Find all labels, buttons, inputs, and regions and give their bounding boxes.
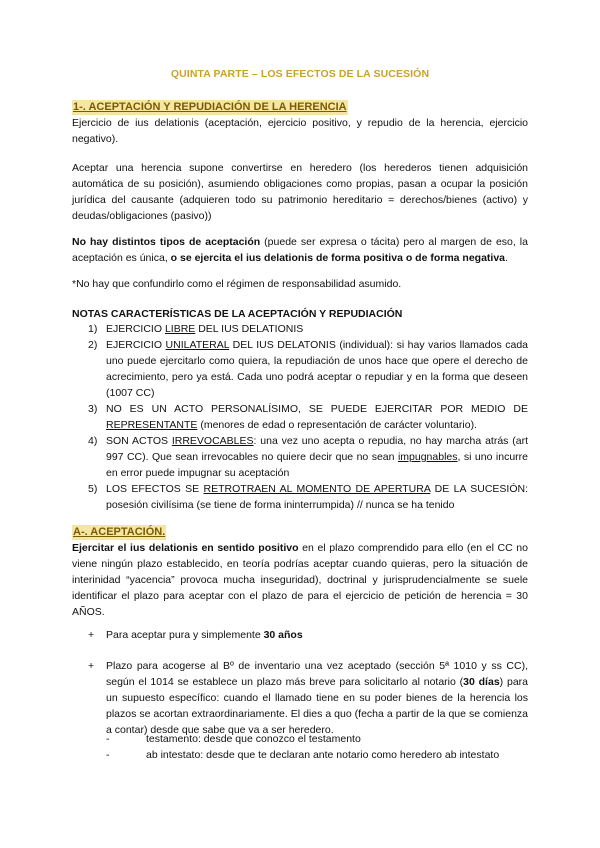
nota-item-1	[72, 321, 528, 337]
paragraph-no-confundir: *No hay que confundirlo como el régimen de responsabilidad asumido.	[72, 278, 402, 290]
nota-underlined: impugnables	[397, 451, 458, 463]
section-heading-aceptacion-repudiacion: 1-. ACEPTACIÓN Y REPUDIACIÓN DE LA HERENCIA	[73, 101, 347, 113]
nota-underlined: IRREVOCABLES	[171, 435, 254, 447]
dash-bullet-icon: -	[106, 749, 110, 761]
nota-text: DEL IUS DELATIONIS	[195, 323, 304, 335]
nota-text: EJERCICIO	[106, 339, 166, 351]
nota-underlined: REPRESENTANTE	[106, 419, 198, 431]
nota-underlined: LIBRE	[164, 323, 196, 335]
nota-underlined: UNILATERAL	[165, 339, 230, 351]
plus-bullet-icon: +	[88, 629, 95, 641]
paragraph-aceptar-herencia: Aceptar una herencia supone convertirse en heredero (los herederos tienen adquisición automática de su posición), asumiendo obligaciones como propias, pasan a ocupar la posición jurídica del causante (adquieren todo su patrimonio hereditario = derechos/bienes (activo) y deudas/obligaciones (pasivo))	[72, 162, 528, 222]
nota-number: 4)	[88, 435, 98, 447]
nota-text: LOS EFECTOS SE	[106, 483, 204, 495]
dash-bullet-icon: -	[106, 733, 110, 745]
paragraph-tipos-aceptacion	[72, 234, 528, 266]
text-expresa-tacita: (puede ser expresa o tácita) pero al margen de eso, la aceptación es única,	[72, 236, 528, 264]
sub-text: testamento: desde que conozco el testamento	[146, 733, 361, 745]
bullet-text	[106, 627, 528, 643]
bold-forma-positiva-negativa: o se ejercita el ius delationis de forma positiva o de forma negativa	[170, 252, 506, 264]
bullet-plain: Plazo para acogerse al Bº de inventario una vez aceptado (sección 5ª 1010 y ss CC), según el 1014 se establece un plazo más breve para solicitarlo al notario (	[106, 660, 528, 688]
plus-bullet-icon: +	[88, 660, 95, 672]
nota-number: 2)	[88, 339, 98, 351]
bullet-pura-simple	[72, 627, 528, 643]
nota-text: : una vez uno acepta o repudia, no hay marcha atrás (art 997 CC). Que sean irrevocables no quiere decir que no sean	[106, 435, 528, 463]
bullet-bold: 30 años	[263, 629, 303, 641]
nota-text: DE LA SUCESIÓN: posesión civilísima (se tiene de forma ininterrumpida) // nunca se ha tenido	[106, 483, 528, 511]
nota-item-2	[72, 337, 528, 401]
nota-item-3	[72, 401, 528, 433]
sub-list	[106, 731, 526, 763]
nota-text: EJERCICIO	[106, 323, 165, 335]
nota-number: 1)	[88, 323, 98, 335]
bold-no-tipos: No hay distintos tipos de aceptación	[72, 236, 261, 248]
paragraph-ius-delationis: Ejercicio de ius delationis (aceptación, ejercicio positivo, y repudio de la herencia, ejercicio negativo).	[72, 117, 528, 145]
text-period: .	[505, 252, 508, 264]
bullet-text	[106, 658, 528, 738]
nota-text: , si uno incurre en error puede impugnar su aceptación	[106, 451, 528, 479]
section-heading-aceptacion: A-. ACEPTACIÓN.	[73, 526, 166, 538]
sub-item-ab-intestato	[106, 747, 526, 763]
sub-text: ab intestato: desde que te declaran ante notario como heredero ab intestato	[146, 749, 500, 761]
nota-item-5	[72, 481, 528, 513]
bold-sentido-positivo: Ejercitar el ius delationis en sentido positivo	[72, 542, 299, 554]
nota-number: 5)	[88, 483, 98, 495]
nota-text: DEL IUS DELATONIS (individual): si hay varios llamados cada uno puede ejercitarlo como quiera, la repudiación de unos hace que opere el derecho de acrecimiento, pero ya está. Cada uno podrá aceptar o repudiar y en la forma que deseen (1007 CC)	[106, 339, 528, 399]
nota-underlined: RETROTRAEN AL MOMENTO DE APERTURA	[203, 483, 431, 495]
bullet-beneficio-inventario	[72, 658, 528, 738]
paragraph-ejercitar-positivo	[72, 540, 528, 620]
notas-heading: NOTAS CARACTERÍSTICAS DE LA ACEPTACIÓN Y REPUDIACIÓN	[72, 308, 403, 320]
bullet-plain: ) para un supuesto específico: cuando el llamado tiene en su poder bienes de la herencia los plazos se acortan extraordinariamente. El dies a quo (fecha a partir de la que se comienza a contar) desde que sabe que va a ser heredero.	[106, 676, 528, 736]
nota-text: (menores de edad o representación de carácter voluntario).	[197, 419, 477, 431]
nota-number: 3)	[88, 403, 98, 415]
notas-list	[72, 321, 528, 513]
nota-item-4	[72, 433, 528, 481]
text-plazo: en el plazo comprendido para ello (en el CC no viene ningún plazo establecido, en teoría podrías aceptar cuando quieras, pero la situación de interinidad “yacencia” provoca mucha inseguridad), doctrinal y jurisprudencialmente se suele identificar el plazo para aceptar con el plazo de para el ejercicio de petición de herencia = 30 AÑOS.	[72, 542, 528, 618]
bullet-plain: Para aceptar pura y simplemente	[106, 629, 264, 641]
sub-item-testamento	[106, 731, 526, 747]
nota-text: NO ES UN ACTO PERSONALÍSIMO, SE PUEDE EJERCITAR POR MEDIO DE	[106, 403, 528, 415]
bullet-bold: 30 días	[463, 676, 500, 688]
document-title: QUINTA PARTE – LOS EFECTOS DE LA SUCESIÓN	[170, 68, 430, 80]
nota-text: SON ACTOS	[106, 435, 172, 447]
